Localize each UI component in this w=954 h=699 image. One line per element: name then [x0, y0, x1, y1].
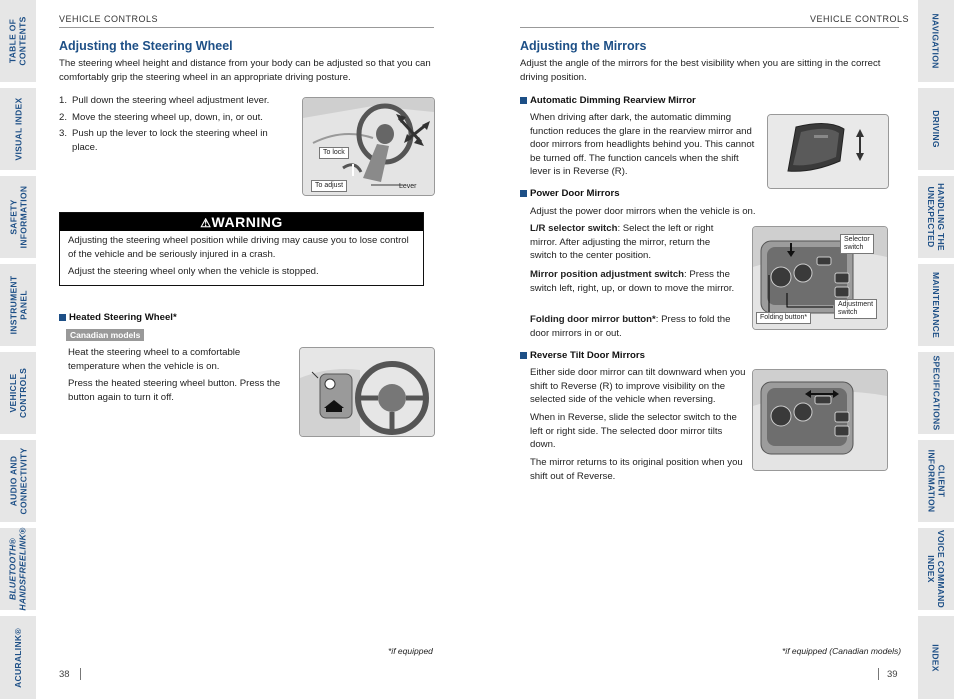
rearview-mirror-figure — [767, 114, 889, 189]
tab-visual-index[interactable] — [0, 88, 36, 170]
adjustment-label: Mirror position adjustment switch — [530, 269, 685, 280]
power-mirrors-intro: Adjust the power door mirrors when the vehicle is on. — [530, 206, 756, 217]
lr-selector-label: L/R selector switch — [530, 223, 618, 234]
heated-text-2: Press the heated steering wheel button. Press the button again to turn it off. — [68, 378, 281, 403]
to-adjust-label: To adjust — [311, 180, 347, 192]
tab-label: VOICE COMMAND INDEX — [926, 529, 947, 609]
tab-bluetooth-handsfreelink[interactable] — [0, 528, 36, 610]
reverse-tilt-text-1: Either side door mirror can tilt downward when you shift to Reverse (R) to improve visibility on the selected side of the vehicle when reversing. — [530, 367, 746, 405]
tab-acuralink[interactable] — [0, 616, 36, 699]
heated-steering-title: Heated Steering Wheel* — [69, 312, 177, 323]
warning-header — [60, 213, 423, 231]
tab-safety-information[interactable] — [0, 176, 36, 258]
tab-specifications[interactable] — [918, 352, 954, 434]
heated-steering-figure — [299, 347, 435, 437]
lr-selector-paragraph — [530, 222, 738, 263]
warning-text-2: Adjust the steering wheel only when the vehicle is stopped. — [68, 266, 319, 277]
heated-wheel-illustration — [300, 348, 434, 436]
step-text: Push up the lever to lock the steering wheel in place. — [72, 128, 268, 153]
tab-vehicle-controls[interactable] — [0, 352, 36, 434]
tab-label: INSTRUMENT PANEL — [8, 275, 29, 335]
reverse-tilt-text-2: When in Reverse, slide the selector switch to the left or right side. The selected door mirror tilts down. — [530, 412, 737, 450]
door-mirror-switch-figure — [752, 226, 888, 330]
warning-triangle-icon: ⚠ — [200, 216, 212, 230]
step-text: Move the steering wheel up, down, in, or out. — [72, 111, 263, 123]
tab-label: MAINTENANCE — [931, 271, 942, 339]
tab-maintenance[interactable] — [918, 264, 954, 346]
list-item — [59, 111, 287, 125]
auto-dim-title: Automatic Dimming Rearview Mirror — [530, 95, 696, 106]
tab-label: CLIENT INFORMATION — [926, 449, 947, 513]
page-number-divider — [80, 668, 81, 680]
tab-label: INDEX — [930, 643, 941, 672]
bullet-square-icon — [520, 352, 527, 359]
folding-label: Folding door mirror button* — [530, 314, 656, 325]
intro-text: The steering wheel height and distance from your body can be adjusted so that you can comfortably grip the steering wheel in an appropriate driving posture. — [59, 58, 431, 83]
selector-switch-label: Selector switch — [840, 234, 874, 254]
section-title: Adjusting the Steering Wheel — [59, 39, 233, 53]
section-title: Adjusting the Mirrors — [520, 39, 647, 53]
tab-table-of-contents[interactable] — [0, 0, 36, 82]
folding-button-label: Folding button* — [756, 312, 811, 324]
rearview-mirror-illustration — [768, 115, 888, 188]
auto-dim-text: When driving after dark, the automatic dimming function reduces the glare in the rearview mirror and door mirrors from headlights behind you. This cannot be turned off. The function cancels when the shift lever is in Reverse (R). — [530, 112, 755, 177]
reverse-tilt-switch-illustration — [753, 370, 887, 470]
adjustment-paragraph — [530, 268, 740, 295]
tab-driving[interactable] — [918, 88, 954, 170]
page-number-divider — [878, 668, 879, 680]
tab-label: DRIVING — [931, 110, 941, 148]
header-rule — [520, 27, 899, 28]
adjustment-switch-label: Adjustment switch — [834, 299, 877, 319]
lr-selector-text: : Select the left or right mirror. After adjusting the mirror, return the switch to the center position. — [530, 223, 714, 261]
running-head: VEHICLE CONTROLS — [59, 14, 159, 24]
bullet-square-icon — [59, 314, 66, 321]
tab-label: SAFETY INFORMATION — [8, 185, 29, 249]
bullet-square-icon — [520, 97, 527, 104]
folding-text: : Press to fold the door mirrors in or out. — [530, 314, 731, 339]
reverse-tilt-figure — [752, 369, 888, 471]
page-number: 39 — [887, 669, 898, 680]
tab-index[interactable] — [918, 616, 954, 699]
tab-label: AUDIO AND CONNECTIVITY — [8, 447, 29, 515]
tab-client-information[interactable] — [918, 440, 954, 522]
tab-label: NAVIGATION — [931, 13, 942, 69]
adjustment-text: : Press the switch left, right, up, or down to move the mirror. — [530, 269, 735, 294]
tab-label: VISUAL INDEX — [13, 97, 23, 161]
tab-label: HANDLING THE UNEXPECTED — [926, 183, 947, 251]
step-number: 2. — [59, 111, 68, 123]
tab-handling-the-unexpected[interactable] — [918, 176, 954, 258]
power-mirrors-subheading — [520, 188, 620, 199]
heated-text-1: Heat the steering wheel to a comfortable temperature when the vehicle is on. — [68, 347, 241, 372]
tab-label: SPECIFICATIONS — [931, 355, 942, 431]
intro-text: Adjust the angle of the mirrors for the best visibility when you are sitting in the correct driving position. — [520, 58, 881, 83]
header-rule — [59, 27, 434, 28]
power-mirrors-title: Power Door Mirrors — [530, 188, 620, 199]
running-head: VEHICLE CONTROLS — [810, 14, 910, 24]
auto-dim-subheading — [520, 95, 696, 106]
warning-text-1: Adjusting the steering wheel position while driving may cause you to lose control of the vehicle and be seriously injured in a crash. — [68, 235, 409, 260]
page-number: 38 — [59, 669, 70, 680]
folding-paragraph — [530, 313, 745, 340]
to-lock-label: To lock — [319, 147, 349, 159]
reverse-tilt-title: Reverse Tilt Door Mirrors — [530, 350, 645, 361]
footnote: *if equipped (Canadian models) — [782, 646, 902, 656]
lever-label: Lever — [399, 183, 417, 190]
bullet-square-icon — [520, 190, 527, 197]
steering-adjust-figure — [302, 97, 435, 196]
tab-label: BLUETOOTH® HANDSFREELINK® — [8, 527, 28, 611]
reverse-tilt-subheading — [520, 350, 645, 361]
tab-label: TABLE OF CONTENTS — [8, 16, 28, 66]
step-text: Pull down the steering wheel adjustment lever. — [72, 95, 270, 106]
step-number: 3. — [59, 128, 68, 139]
list-item — [59, 127, 287, 154]
canadian-models-badge: Canadian models — [66, 329, 144, 341]
tab-label: ACURALINK® — [13, 627, 24, 688]
steps-list — [59, 94, 287, 154]
reverse-tilt-text-3: The mirror returns to its original position when you shift out of Reverse. — [530, 457, 743, 482]
footnote: *if equipped — [388, 646, 433, 656]
step-number: 1. — [59, 95, 68, 106]
tab-navigation[interactable] — [918, 0, 954, 82]
list-item — [59, 94, 287, 108]
heated-steering-subheading — [59, 312, 177, 323]
warning-box — [59, 212, 424, 286]
warning-heading: WARNING — [211, 214, 283, 230]
tab-label: VEHICLE CONTROLS — [8, 367, 28, 419]
tab-voice-command-index[interactable] — [918, 528, 954, 610]
tab-audio-and-connectivity[interactable] — [0, 440, 36, 522]
tab-instrument-panel[interactable] — [0, 264, 36, 346]
